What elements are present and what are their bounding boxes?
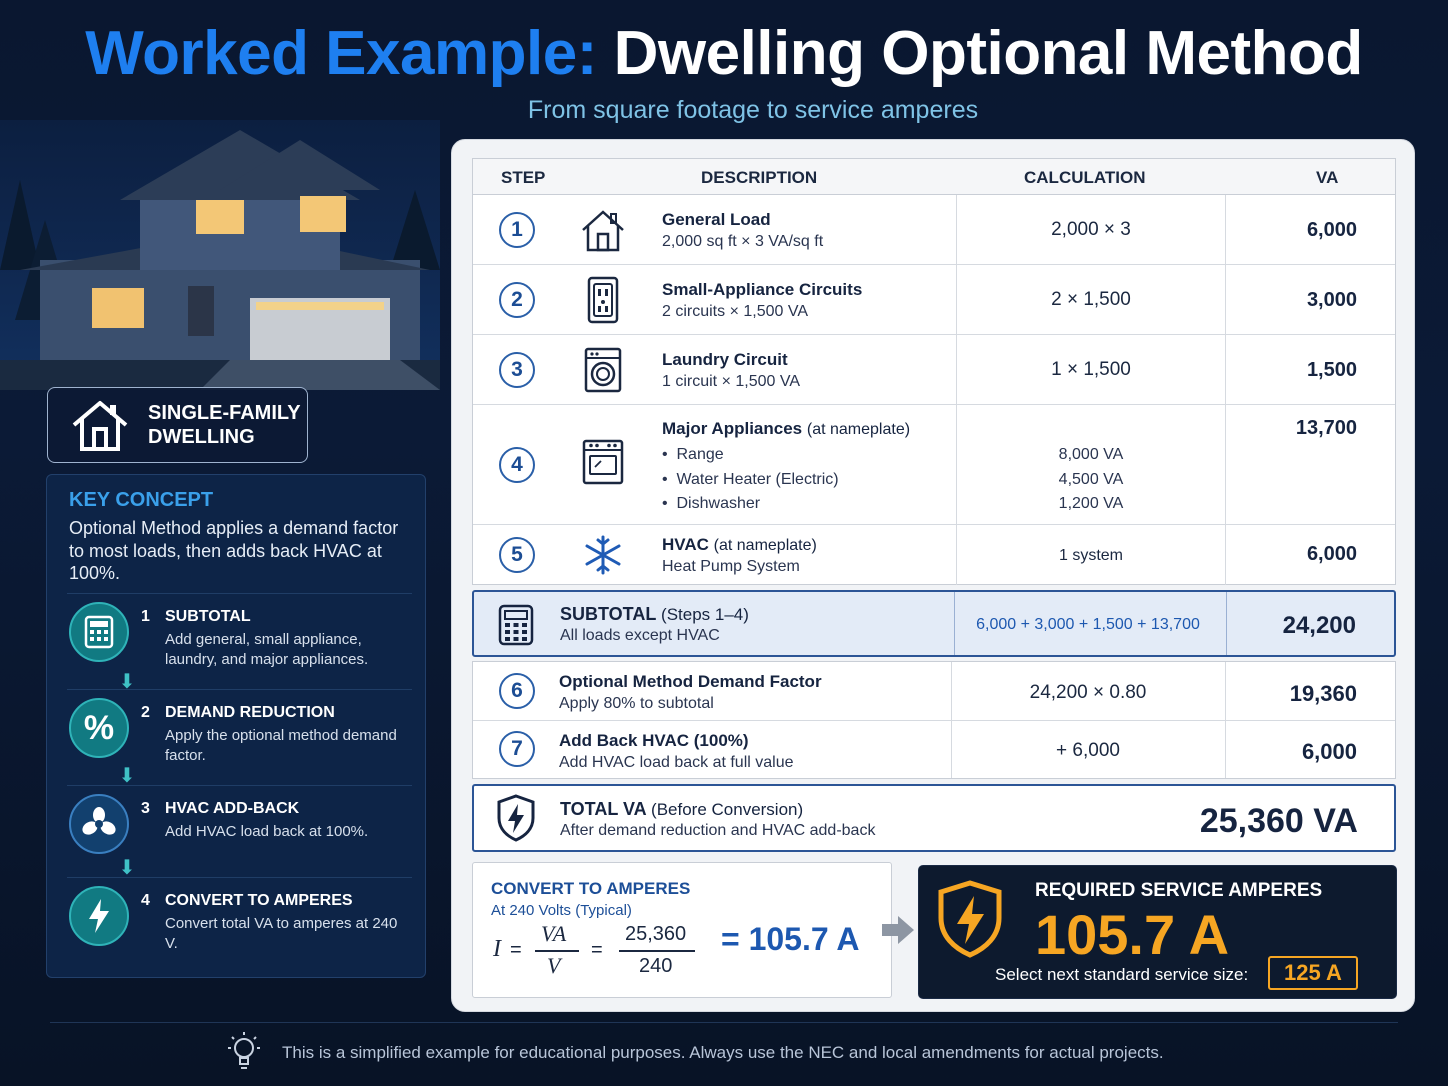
list-item-value: 1,200 VA [1058, 495, 1124, 512]
table-row [473, 405, 1395, 525]
list-item-value: 4,500 VA [1058, 470, 1124, 488]
list-item: • Range [662, 446, 724, 463]
row-va: 6,000 [1306, 219, 1357, 241]
row-title-note: (at nameplate) [713, 537, 817, 554]
house-icon [579, 206, 627, 254]
required-title: REQUIRED SERVICE AMPERES [1035, 880, 1323, 901]
header-va: VA [1316, 168, 1339, 187]
table-row [473, 265, 1395, 335]
convert-panel [472, 862, 892, 998]
formula-equals: = [510, 939, 522, 961]
header-step: STEP [501, 168, 546, 187]
page-title [0, 18, 1448, 89]
row-title [662, 419, 910, 439]
row-va: 13,700 [1295, 417, 1357, 439]
washer-icon [579, 346, 627, 394]
row-va: 1,500 [1306, 359, 1357, 381]
required-service-panel [918, 865, 1397, 999]
lightbulb-icon [222, 1030, 266, 1074]
step-number: 5 [499, 537, 535, 573]
list-item: • Water Heater (Electric) [662, 470, 839, 488]
table-row [473, 195, 1395, 265]
house-outline-icon [70, 397, 130, 453]
outlet-icon [579, 276, 627, 324]
shield-lightning-icon [937, 880, 1003, 958]
formula-current: I [493, 936, 501, 962]
snowflake-icon [579, 531, 627, 579]
row-va: 19,360 [1289, 681, 1357, 706]
formula-denominator-var: V [547, 953, 561, 978]
total-description: After demand reduction and HVAC add-back [560, 822, 876, 839]
row-title [662, 535, 817, 555]
row-title: General Load [662, 210, 771, 229]
footer-divider [50, 1022, 1398, 1023]
subtotal-description: All loads except HVAC [560, 627, 720, 644]
concept-step-body: Convert total VA to amperes at 240 V. [165, 915, 398, 952]
row-calculation: 1 × 1,500 [1051, 359, 1131, 380]
row-calculation: 2 × 1,500 [1051, 289, 1131, 310]
step-number: 7 [499, 731, 535, 767]
row-calculation: + 6,000 [1056, 740, 1120, 761]
row-title-note: (at nameplate) [806, 421, 911, 438]
table-row [473, 335, 1395, 405]
subtotal-title: SUBTOTAL (Steps 1–4) [560, 604, 749, 624]
row-subtitle: Apply 80% to subtotal [559, 695, 714, 712]
concept-step-heading: DEMAND REDUCTION [165, 704, 335, 721]
concept-step-number: 2 [141, 704, 150, 721]
load-table [472, 158, 1396, 585]
fan-icon [69, 794, 129, 854]
concept-step-number: 3 [141, 800, 150, 817]
appliance-values [957, 443, 1225, 517]
title-part-1: Worked Example: [85, 19, 597, 88]
row-subtitle: 2 circuits × 1,500 VA [662, 303, 808, 320]
row-title: Laundry Circuit [662, 350, 788, 369]
title-part-2: Dwelling Optional Method [613, 19, 1363, 88]
concept-step-number: 4 [141, 892, 150, 909]
formula-numerator: 25,360 [625, 923, 687, 945]
header-calculation: CALCULATION [1024, 168, 1146, 187]
row-subtitle: Heat Pump System [662, 558, 800, 575]
range-icon [579, 437, 627, 485]
house-illustration [0, 120, 440, 390]
appliance-list [662, 443, 839, 517]
row-subtitle: 1 circuit × 1,500 VA [662, 373, 800, 390]
convert-result: = 105.7 A [721, 921, 860, 957]
adjustment-table [472, 661, 1396, 779]
subtotal-va: 24,200 [1282, 612, 1356, 639]
concept-step-heading: SUBTOTAL [165, 608, 251, 625]
formula-denominator: 240 [639, 955, 673, 977]
list-item: • Dishwasher [662, 495, 761, 512]
formula-equals: = [591, 939, 603, 961]
badge-line-2: DWELLING [148, 426, 255, 448]
row-calculation: 24,200 × 0.80 [1029, 682, 1147, 703]
row-subtitle: 2,000 sq ft × 3 VA/sq ft [662, 233, 824, 250]
key-concept-title: KEY CONCEPT [69, 489, 214, 511]
required-select-label: Select next standard service size: [995, 965, 1249, 984]
page-subtitle: From square footage to service amperes [527, 96, 979, 124]
calculation-card [451, 139, 1415, 1012]
header-description: DESCRIPTION [701, 168, 818, 187]
row-title-text: Major Appliances [662, 419, 803, 438]
percent-icon: % [69, 698, 129, 758]
row-va: 6,000 [1301, 739, 1357, 764]
table-row [473, 662, 1395, 721]
down-arrow-icon: ⬇ [118, 857, 136, 879]
row-va: 6,000 [1306, 543, 1357, 565]
row-title: Add Back HVAC (100%) [559, 731, 749, 750]
row-subtitle: Add HVAC load back at full value [559, 754, 794, 771]
formula-numerator-var: VA [541, 921, 567, 946]
down-arrow-icon: ⬇ [118, 671, 136, 693]
footer-disclaimer: This is a simplified example for educational purposes. Always use the NEC and local amendments for actual projects. [282, 1043, 1164, 1062]
concept-step-body: Add general, small appliance, laundry, and major appliances. [165, 631, 369, 668]
key-concept-panel [46, 474, 426, 978]
required-value: 105.7 A [1035, 903, 1230, 966]
row-title: Optional Method Demand Factor [559, 672, 822, 691]
table-row [473, 721, 1395, 779]
table-header [473, 159, 1395, 195]
calculator-icon [69, 602, 129, 662]
step-number: 1 [499, 212, 535, 248]
concept-step-body: Apply the optional method demand factor. [165, 727, 397, 764]
row-va: 3,000 [1306, 289, 1357, 311]
shield-lightning-icon [496, 794, 536, 842]
right-arrow-icon [882, 914, 916, 946]
step-number: 2 [499, 282, 535, 318]
concept-step-number: 1 [141, 608, 150, 625]
concept-step-4 [67, 877, 412, 967]
key-concept-description: Optional Method applies a demand factor to most loads, then adds back HVAC at 100%. [69, 518, 399, 583]
step-number: 3 [499, 352, 535, 388]
badge-line-1: SINGLE-FAMILY [148, 402, 301, 424]
fraction-line [535, 950, 579, 952]
fraction-line [619, 950, 695, 952]
total-title: TOTAL VA (Before Conversion) [560, 799, 804, 819]
concept-step-heading: HVAC ADD-BACK [165, 800, 300, 817]
service-size-badge: 125 A [1268, 956, 1358, 990]
list-item-value: 8,000 VA [1058, 446, 1124, 463]
concept-step-body: Add HVAC load back at 100%. [165, 823, 369, 840]
row-title-text: HVAC [662, 535, 709, 554]
calculator-icon [498, 604, 534, 646]
dwelling-badge [47, 387, 308, 463]
row-calculation: 2,000 × 3 [1051, 219, 1131, 240]
subtotal-calculation: 6,000 + 3,000 + 1,500 + 13,700 [976, 616, 1200, 633]
total-row [472, 784, 1396, 852]
subtotal-row [472, 590, 1396, 657]
row-calculation: 1 system [1058, 547, 1123, 564]
step-number: 6 [499, 673, 535, 709]
table-row [473, 525, 1395, 585]
convert-title: CONVERT TO AMPERES [491, 879, 691, 898]
convert-subtitle: At 240 Volts (Typical) [491, 902, 632, 919]
lightning-icon [69, 886, 129, 946]
row-title: Small-Appliance Circuits [662, 280, 863, 299]
total-value: 25,360 VA [1199, 802, 1358, 840]
concept-step-heading: CONVERT TO AMPERES [165, 892, 353, 909]
step-number: 4 [499, 447, 535, 483]
down-arrow-icon: ⬇ [118, 765, 136, 787]
